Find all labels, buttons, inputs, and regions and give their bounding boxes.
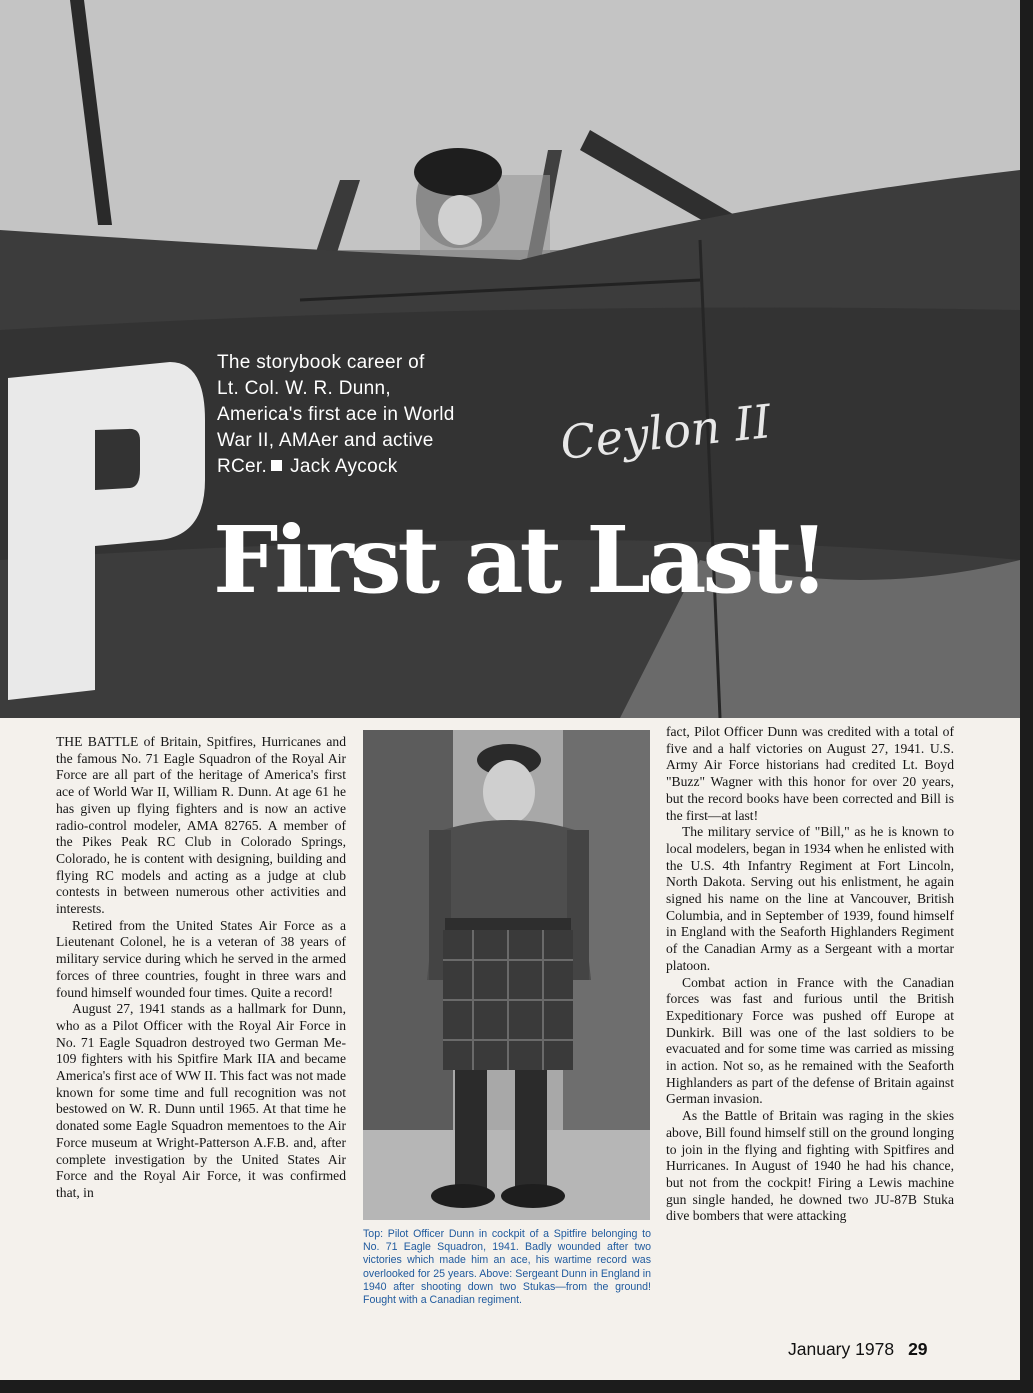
deck-line: Lt. Col. W. R. Dunn,: [217, 378, 391, 399]
photo-sergeant-dunn: [363, 730, 650, 1220]
article-column-3: [666, 724, 954, 1225]
deck-line-last: [217, 454, 517, 480]
deck-line: The storybook career of: [217, 352, 425, 373]
deck-line: War II, AMAer and active: [217, 430, 434, 451]
page-number: 29: [908, 1339, 928, 1359]
square-bullet-icon: [271, 460, 282, 471]
deck-line: America's first ace in World: [217, 404, 455, 425]
paragraph: As the Battle of Britain was raging in the skies above, Bill found himself still on the ground longing to join in the flying and fighting with Spitfires and Hurricanes. In August of 1940 he had his chance, but not from the cockpit! Firing a Lewis machine gun single handed, he downed two JU-87B Stuka dive bombers that were attacking: [666, 1108, 954, 1224]
byline: Jack Aycock: [290, 456, 398, 477]
aircraft-name-marking: Ceylon II: [557, 394, 774, 470]
photo-caption: Top: Pilot Officer Dunn in cockpit of a Spitfire belonging to No. 71 Eagle Squadron, 1941. Badly wounded after two victories which made him an ace, his wartime record was overlooked for 25 years. Above: Sergeant Dunn in England in 1940 after shooting down two Stukas—from the ground! Fought with a Canadian regiment.: [363, 1228, 651, 1307]
paragraph: fact, Pilot Officer Dunn was credited with a total of five and a half victories on August 27, 1941. U.S. Army Air Force historians had credited Lt. Boyd "Buzz" Wagner with this honor for over 20 years, but the record books have been corrected and Bill is the first—at last!: [666, 724, 954, 823]
paragraph: The military service of "Bill," as he is known to local modelers, began in 1934 when he enlisted with the U.S. 4th Infantry Regiment at Fort Lincoln, North Dakota. Serving out his enlistment, he again signed his name on the line at Vancouver, British Columbia, and in September of 1939, found himself in England with the Seaforth Highlanders Regiment of the Canadian Army as a Sergeant with a mortar platoon.: [666, 824, 954, 973]
paragraph: THE BATTLE of Britain, Spitfires, Hurricanes and the famous No. 71 Eagle Squadron of the Royal Air Force are all part of the heritage of America's first ace of World War II, William R. Dunn. At age 61 he has given up flying fighters and is now an active radio-control modeler, AMA 82765. A member of the Pikes Peak RC Club in Colorado Springs, Colorado, he is content with designing, building and flying RC models and acting as a judge at club contests in between numerous other activities and interests.: [56, 734, 346, 917]
paragraph: August 27, 1941 stands as a hallmark for Dunn, who as a Pilot Officer with the Royal Air Force in No. 71 Eagle Squadron destroyed two German Me-109 fighters with his Spitfire Mark IIA and became America's first ace of WW II. This fact was not made known for some time and full recognition was not bestowed on W. R. Dunn until 1965. At that time he donated some Eagle Squadron mementoes to the Air Force museum at Wright-Patterson A.F.B. and, after complete investigation by the United States Air Force and the Royal Air Force, it was confirmed that, in: [56, 1001, 346, 1200]
article-headline: First at Last!: [213, 506, 826, 614]
deck-last-word: RCer.: [217, 456, 268, 477]
paragraph: Combat action in France with the Canadian forces was fast and furious until the British Expeditionary Force was pushed off Europe at Dunkirk. Bill was one of the last soldiers to be evacuated and for some time was carried as missing in action. Not so, as he remained with the Seaforth Highlanders as part of the defense of Britain against German invasion.: [666, 974, 954, 1107]
soldier-illustration: [363, 730, 650, 1220]
page-footer: [788, 1339, 928, 1360]
article-column-1: [56, 734, 346, 1202]
issue-date: January 1978: [788, 1339, 895, 1359]
article-deck: [217, 350, 517, 480]
paragraph: Retired from the United States Air Force as a Lieutenant Colonel, he is a veteran of 38 years of military service during which he served in the armed forces of three countries, fought in three wars and found himself wounded four times. Quite a record!: [56, 917, 346, 1000]
